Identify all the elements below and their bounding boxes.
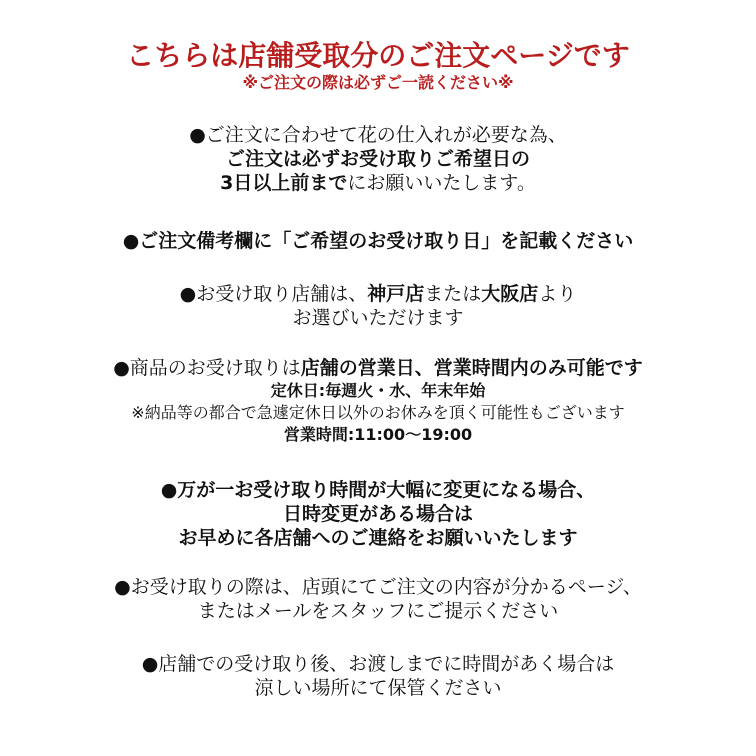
notice-line: 涼しい場所にて保管ください bbox=[254, 677, 502, 699]
notice-line bbox=[0, 502, 756, 526]
notice-line: ●店舗での受け取り後、お渡しまでに時間があく場合は bbox=[141, 653, 615, 675]
notice-text: ●商品のお受け取りは bbox=[113, 357, 301, 379]
notice-emphasis: ●万が一お受け取り時間が大幅に変更になる場合、 bbox=[160, 479, 596, 501]
notice-text: より bbox=[538, 283, 577, 305]
notice-emphasis: お早めに各店舗へのご連絡をお願いいたします bbox=[178, 527, 578, 549]
notice-line bbox=[0, 478, 756, 502]
notice-line bbox=[0, 356, 756, 380]
notice-emphasis: 3日以上前まで bbox=[220, 172, 348, 194]
notice-business-hours bbox=[0, 356, 756, 446]
notice-emphasis: 日時変更がある場合は bbox=[282, 503, 473, 525]
notice-pickup-proof bbox=[0, 575, 756, 623]
notice-emphasis: ご注文は必ずお受け取りご希望日の bbox=[225, 148, 530, 170]
opening-hours bbox=[0, 424, 756, 446]
notice-line bbox=[0, 229, 756, 253]
notice-remarks bbox=[0, 229, 756, 253]
notice-line bbox=[0, 526, 756, 550]
page-subtitle: ※ご注文の際は必ずご一読ください※ bbox=[242, 73, 514, 92]
closure-note: ※納品等の都合で急遽定休日以外のお休みを頂く可能性もございます bbox=[131, 403, 625, 422]
notice-text: または bbox=[424, 283, 482, 305]
notice-text: にお願いいたします。 bbox=[347, 172, 536, 194]
store-kobe: 神戸店 bbox=[367, 283, 425, 305]
notice-emphasis: ●ご注文備考欄に「ご希望のお受け取り日」を記載ください bbox=[122, 230, 634, 252]
notice-line bbox=[0, 147, 756, 171]
notice-time-change bbox=[0, 478, 756, 550]
notice-line: お選びいただけます bbox=[292, 307, 464, 329]
closed-days-text: 定休日:毎週火・水、年末年始 bbox=[270, 381, 486, 400]
opening-hours-text: 営業時間:11:00〜19:00 bbox=[283, 425, 473, 444]
notice-line bbox=[0, 171, 756, 195]
page-title: こちらは店舗受取分のご注文ページです bbox=[126, 39, 630, 72]
notice-pickup-store bbox=[0, 282, 756, 330]
notice-header bbox=[0, 38, 756, 94]
notice-line: ●ご注文に合わせて花の仕入れが必要な為、 bbox=[189, 124, 567, 146]
notice-line bbox=[0, 282, 756, 306]
notice-line: ●お受け取りの際は、店頭にてご注文の内容が分かるページ、 bbox=[114, 576, 642, 598]
notice-storage bbox=[0, 652, 756, 700]
notice-text: ●お受け取り店舗は、 bbox=[179, 283, 368, 305]
closed-days bbox=[0, 380, 756, 402]
notice-lead-time bbox=[0, 123, 756, 195]
notice-line: またはメールをスタッフにご提示ください bbox=[197, 600, 559, 622]
store-osaka: 大阪店 bbox=[481, 283, 539, 305]
notice-emphasis: 店舗の営業日、営業時間内のみ可能です bbox=[300, 357, 643, 379]
